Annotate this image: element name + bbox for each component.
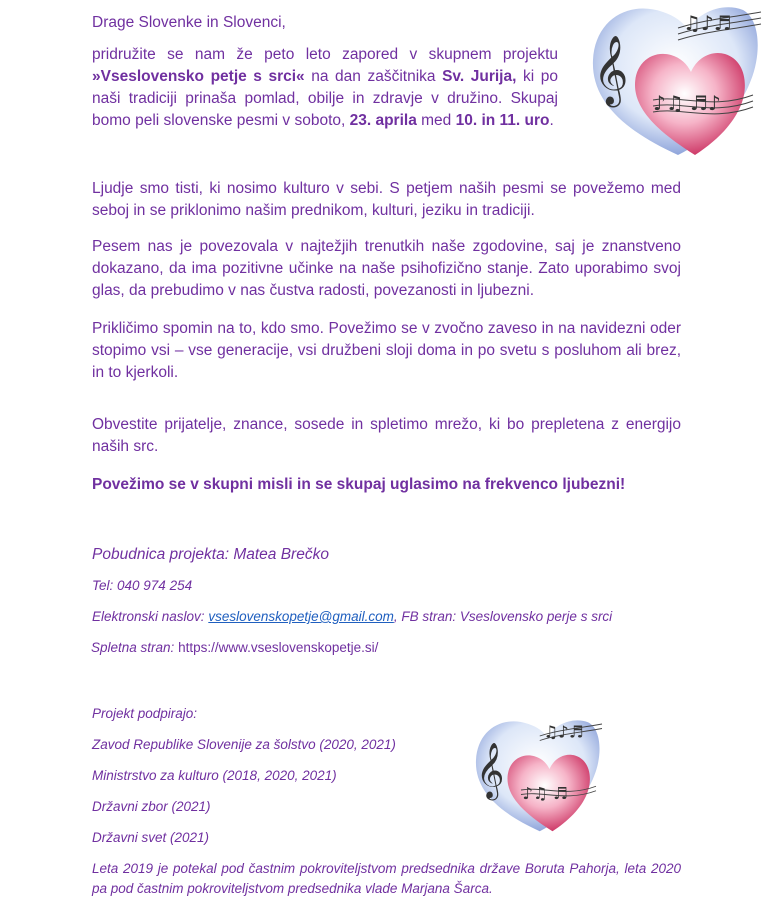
paragraph-invite: Obvestite prijatelje, znance, sosede in spletimo mrežo, ki bo prepletena z energijo naših src. bbox=[92, 416, 681, 455]
support-heading: Projekt podpirajo: bbox=[92, 706, 198, 721]
music-notes-icon: ♪♫ ♬♪ bbox=[653, 91, 721, 115]
greeting: Drage Slovenke in Slovenci, bbox=[92, 14, 286, 31]
initiator: Pobudnica projekta: Matea Brečko bbox=[92, 546, 329, 563]
music-notes-icon: ♪♫ ♬ bbox=[522, 784, 568, 803]
treble-clef-icon: 𝄞 bbox=[476, 742, 505, 799]
email-link[interactable]: vseslovenskopetje@gmail.com bbox=[208, 609, 394, 624]
telephone: Tel: 040 974 254 bbox=[92, 578, 193, 593]
support-item: Zavod Republike Slovenije za šolstvo (2020, 2021) bbox=[92, 737, 396, 752]
support-item: Državni zbor (2021) bbox=[92, 799, 211, 814]
email-line: Elektronski naslov: vseslovenskopetje@gmail.com, FB stran: Vseslovensko perje s srci bbox=[92, 609, 613, 624]
music-notes-icon: ♫♪♬ bbox=[683, 11, 732, 35]
paragraph-song: Pesem nas je povezovala v najtežjih trenutkih naše zgodovine, saj je znanstveno dokazano, da ima pozitivne učinke na naše psihofizično stanje. Zato uporabimo svoj glas, da prebudimo v nas čustva radosti, povezanosti in ljubezni. bbox=[92, 238, 681, 299]
website-link[interactable]: https://www.vseslovenskopetje.si/ bbox=[174, 640, 379, 655]
website-line: Spletna stran: https://www.vseslovenskopetje.si/ bbox=[91, 640, 379, 655]
music-heart-illustration bbox=[466, 715, 606, 835]
patronage-note: Leta 2019 je potekal pod častnim pokroviteljstvom predsednika države Boruta Pahorja, leta 2020 pa pod častnim pokroviteljstvom predsednika vlade Marjana Šarca. bbox=[92, 861, 681, 896]
slogan: Povežimo se v skupni misli in se skupaj uglasimo na frekvenco ljubezni! bbox=[92, 476, 626, 493]
music-notes-icon: ♫♪♬ bbox=[543, 722, 584, 742]
support-item: Ministrstvo za kulturo (2018, 2020, 2021) bbox=[92, 768, 337, 783]
music-heart-illustration bbox=[583, 0, 763, 160]
paragraph-culture: Ljudje smo tisti, ki nosimo kulturo v sebi. S petjem naših pesmi se povežemo med seboj in se priklonimo našim prednikom, kulturi, jeziku in tradiciji. bbox=[92, 180, 681, 219]
support-item: Državni svet (2021) bbox=[92, 830, 210, 845]
paragraph-memory: Prikličimo spomin na to, kdo smo. Povežimo se v zvočno zaveso in na navidezni oder stopimo vsi – vse generacije, vsi družbeni sloji doma in po svetu s posluhom ali brez, in to kjerkoli. bbox=[92, 320, 681, 381]
intro-paragraph: pridružite se nam že peto leto zapored v skupnem projektu »Vseslovensko petje s srci« na dan zaščitnika Sv. Jurija, ki po naši tradiciji prinaša pomlad, obilje in zdravje v družino. Skupaj bomo peli slovenske pesmi v soboto, 23. aprila med 10. in 11. uro. bbox=[92, 46, 558, 129]
treble-clef-icon: 𝄞 bbox=[593, 35, 629, 105]
